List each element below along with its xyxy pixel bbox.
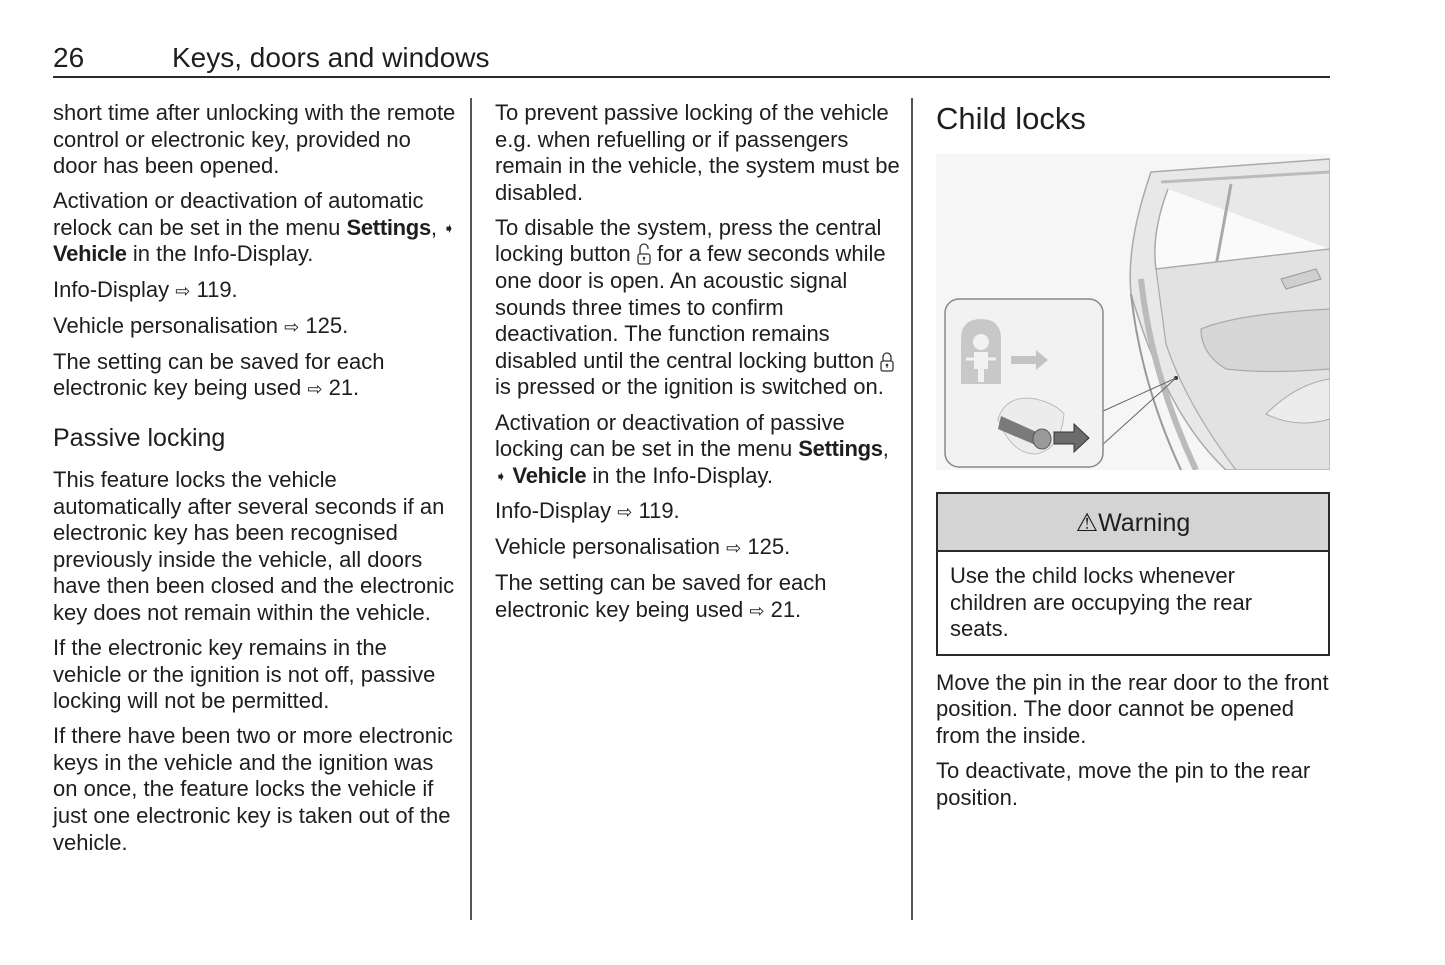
paragraph — [495, 410, 900, 490]
paragraph: If there have been two or more electronic keys in the vehicle and the ignition was on once, the feature locks the vehicle if just one electronic key is taken out of the vehicle. — [53, 723, 453, 855]
lock-icon — [880, 350, 894, 372]
ref-label: Vehicle personalisation — [53, 312, 285, 338]
cross-reference[interactable] — [53, 313, 458, 341]
warning-title: Warning — [1098, 509, 1191, 537]
text: Activation or deactivation of passive locking can be set in the menu — [495, 409, 845, 462]
paragraph — [495, 570, 900, 624]
ref-page: 125. — [299, 312, 349, 338]
warning-box — [936, 492, 1330, 656]
paragraph: To deactivate, move the pin to the rear position. — [936, 758, 1311, 810]
menu-vehicle: Vehicle — [53, 241, 127, 267]
menu-arrow-icon: ➧ — [443, 219, 455, 236]
paragraph — [53, 188, 458, 268]
paragraph: To prevent passive locking of the vehicle e.g. when refuelling or if passengers remain in the vehicle, the system must be disabled. — [495, 100, 900, 205]
text: in the Info-Display. — [586, 462, 773, 488]
menu-arrow-icon: ➧ — [495, 467, 507, 484]
warning-text: Use the child locks whenever children are occupying the rear seats. — [950, 563, 1253, 642]
text: The setting can be saved for each electronic key being used — [53, 348, 385, 401]
paragraph — [495, 215, 900, 401]
section-heading-child-locks: Child locks — [936, 101, 1086, 136]
text: in the Info-Display. — [126, 241, 314, 267]
page-ref-arrow-icon: ⇨ — [175, 280, 191, 301]
section-heading-passive-locking: Passive locking — [53, 423, 226, 452]
page-number: 26 — [53, 42, 85, 73]
ref-page[interactable]: 21. — [322, 375, 360, 401]
paragraph: If the electronic key remains in the vehicle or the ignition is not off, passive locking will not be permitted. — [53, 635, 436, 714]
ref-page[interactable]: 21. — [764, 596, 802, 622]
cross-reference[interactable] — [495, 534, 900, 562]
text: is pressed or the ignition is switched on. — [495, 374, 884, 400]
ref-label: Vehicle personalisation — [495, 533, 727, 559]
cross-reference[interactable] — [53, 277, 458, 305]
column-3 — [936, 100, 1330, 820]
ref-label: Info-Display — [53, 276, 176, 302]
page-header — [53, 40, 1330, 78]
unlock-icon — [637, 243, 651, 265]
warning-header — [938, 494, 1328, 552]
page-ref-arrow-icon: ⇨ — [307, 379, 323, 400]
menu-vehicle: Vehicle — [506, 462, 587, 488]
ref-label: Info-Display — [495, 497, 618, 523]
text: Activation or deactivation of automatic relock can be set in the menu — [53, 188, 424, 240]
ref-page: 125. — [741, 533, 791, 559]
text: , — [430, 214, 444, 240]
menu-settings: Settings — [798, 436, 883, 462]
cross-reference[interactable] — [495, 498, 900, 526]
paragraph: Move the pin in the rear door to the front position. The door cannot be opened from the inside. — [936, 669, 1329, 748]
column-divider — [470, 98, 472, 920]
paragraph — [53, 349, 458, 403]
warning-triangle-icon: ⚠ — [1075, 509, 1099, 537]
column-1 — [53, 100, 458, 865]
child-lock-illustration — [936, 154, 1330, 470]
column-divider — [911, 98, 913, 920]
page-ref-arrow-icon: ⇨ — [749, 600, 765, 621]
text: , — [882, 436, 889, 462]
column-2 — [495, 100, 900, 633]
warning-body — [938, 552, 1328, 654]
page-ref-arrow-icon: ⇨ — [284, 316, 300, 337]
menu-settings: Settings — [346, 214, 431, 240]
text: for a few seconds while one door is open. An acoustic signal sounds three times to confirm deactivation. The function remains disabled until the central locking button — [495, 241, 886, 373]
ref-page: 119. — [190, 276, 238, 302]
paragraph: This feature locks the vehicle automatically after several seconds if an electronic key has been recognised previously inside the vehicle, all doors have then been closed and the electronic key does not remain within the vehicle. — [53, 466, 455, 625]
page-ref-arrow-icon: ⇨ — [726, 537, 742, 558]
chapter-title: Keys, doors and windows — [172, 42, 490, 73]
text: The setting can be saved for each electronic key being used — [495, 570, 827, 622]
ref-page: 119. — [632, 497, 680, 523]
paragraph: short time after unlocking with the remote control or electronic key, provided no door has been opened. — [53, 100, 456, 179]
rear-door-drawing — [936, 154, 1330, 470]
page-ref-arrow-icon: ⇨ — [617, 501, 633, 522]
text: To disable the system, press the central locking button — [495, 214, 882, 267]
